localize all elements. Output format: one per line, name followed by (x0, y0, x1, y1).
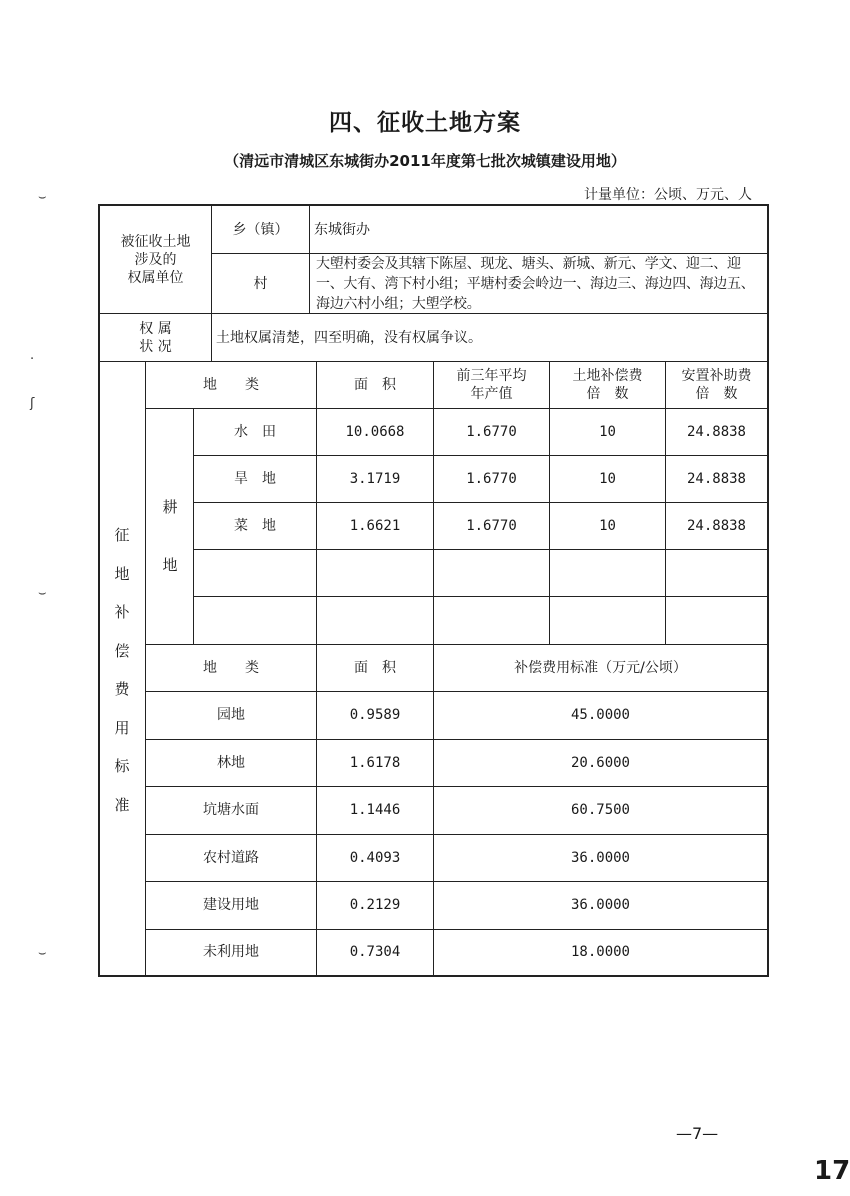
compensation-section-label (111, 516, 133, 824)
scan-mark: ʃ (30, 396, 35, 411)
other-cell-type: 建设用地 (146, 882, 317, 930)
town-label: 乡（镇） (232, 221, 289, 238)
other-cell-standard: 36.0000 (434, 835, 769, 883)
header-land-type (146, 362, 317, 409)
other-cell-standard: 18.0000 (434, 930, 769, 978)
empty-cell (550, 597, 666, 645)
scan-mark: ⌣ (38, 586, 47, 601)
cultivated-cell-land-multiple: 10 (550, 503, 666, 550)
header2-area-text: 面 积 (354, 660, 396, 676)
vertical-char: 地 (114, 564, 130, 583)
header2-land-type-text: 地 类 (203, 660, 259, 676)
cultivated-label (159, 478, 181, 594)
header-area-text: 面 积 (354, 377, 396, 393)
cultivated-cell-avg-output: 1.6770 (434, 456, 550, 503)
empty-cell (434, 550, 550, 597)
empty-cell (666, 550, 769, 597)
header-resettle-multiple (666, 362, 769, 409)
village-value: 大塱村委会及其辖下陈屋、现龙、塘头、新城、新元、学文、迎二、迎一、大有、湾下村小组；平塘村委会岭边一、海边三、海边四、海边五、海边六村小组；大塱学校。 (316, 255, 755, 312)
vertical-char: 费 (114, 680, 130, 698)
header2-land-type (146, 645, 317, 692)
vertical-char: 用 (114, 718, 130, 737)
empty-cell (550, 550, 666, 597)
cultivated-cell-avg-output: 1.6770 (434, 409, 550, 456)
cultivated-cell-land-multiple: 10 (550, 409, 666, 456)
village-label-cell (212, 254, 310, 314)
other-cell-area: 0.9589 (317, 692, 434, 740)
measurement-unit: 计量单位：公顷、万元、人 (584, 187, 752, 203)
ownership-section-label (98, 204, 212, 314)
cultivated-cell-type: 水 田 (194, 409, 317, 456)
header-avg-output (434, 362, 550, 409)
town-value: 东城街办 (314, 221, 370, 238)
empty-cell (317, 550, 434, 597)
other-cell-standard: 20.6000 (434, 740, 769, 788)
town-label-cell (212, 204, 310, 254)
vertical-char: 准 (114, 795, 130, 814)
page-number: —7— (676, 1124, 719, 1143)
header-land-type-text: 地 类 (203, 377, 259, 393)
empty-cell (194, 550, 317, 597)
other-cell-standard: 45.0000 (434, 692, 769, 740)
other-cell-area: 1.6178 (317, 740, 434, 788)
cultivated-cell-type: 旱 地 (194, 456, 317, 503)
vertical-char: 偿 (114, 641, 130, 660)
status-label-cell (98, 314, 212, 362)
cultivated-cell-area: 1.6621 (317, 503, 434, 550)
header-land-multiple (550, 362, 666, 409)
header-land-multiple-text: 土地补偿费 倍 数 (572, 368, 643, 402)
vertical-char: 征 (114, 526, 130, 544)
empty-cell (194, 597, 317, 645)
header-area (317, 362, 434, 409)
cultivated-cell-avg-output: 1.6770 (434, 503, 550, 550)
other-cell-type: 坑塘水面 (146, 787, 317, 835)
header-avg-output-text: 前三年平均 年产值 (456, 368, 527, 402)
other-cell-type: 未利用地 (146, 930, 317, 978)
header2-area (317, 645, 434, 692)
other-cell-type: 农村道路 (146, 835, 317, 883)
empty-cell (434, 597, 550, 645)
cultivated-cell-land-multiple: 10 (550, 456, 666, 503)
scan-mark: ⌣ (38, 946, 47, 961)
vertical-char: 补 (114, 603, 130, 621)
cultivated-cell-resettle-multiple: 24.8838 (666, 409, 769, 456)
status-value: 土地权属清楚，四至明确，没有权属争议。 (216, 329, 482, 346)
other-cell-area: 0.4093 (317, 835, 434, 883)
vertical-char: 地 (162, 556, 178, 574)
other-cell-area: 1.1446 (317, 787, 434, 835)
other-cell-standard: 36.0000 (434, 882, 769, 930)
scan-mark: ⌣ (38, 190, 47, 205)
cultivated-cell-area: 3.1719 (317, 456, 434, 503)
vertical-char: 标 (114, 757, 130, 775)
empty-cell (317, 597, 434, 645)
village-label: 村 (253, 275, 268, 292)
cultivated-cell-type: 菜 地 (194, 503, 317, 550)
other-cell-type: 园地 (146, 692, 317, 740)
cultivated-cell-area: 10.0668 (317, 409, 434, 456)
header2-standard (434, 645, 769, 692)
village-value-cell (310, 254, 769, 314)
vertical-char: 耕 (162, 498, 178, 516)
status-value-cell (212, 314, 769, 362)
ownership-label-text: 被征收土地 涉及的 权属单位 (120, 233, 191, 286)
town-value-cell (310, 204, 769, 254)
other-cell-standard: 60.7500 (434, 787, 769, 835)
header-resettle-multiple-text: 安置补助费 倍 数 (681, 368, 752, 402)
empty-cell (666, 597, 769, 645)
other-cell-area: 0.2129 (317, 882, 434, 930)
other-cell-area: 0.7304 (317, 930, 434, 978)
document-title: 四、征收土地方案 (329, 110, 521, 136)
other-cell-type: 林地 (146, 740, 317, 788)
scan-mark: · (30, 352, 35, 367)
cultivated-cell-resettle-multiple: 24.8838 (666, 456, 769, 503)
header2-standard-text: 补偿费用标准（万元/公顷） (514, 660, 687, 676)
document-subtitle: （清远市清城区东城街办2011年度第七批次城镇建设用地） (224, 152, 626, 170)
corner-number: 17 (814, 1156, 850, 1186)
status-label: 权 属 状 况 (139, 320, 172, 355)
cultivated-cell-resettle-multiple: 24.8838 (666, 503, 769, 550)
